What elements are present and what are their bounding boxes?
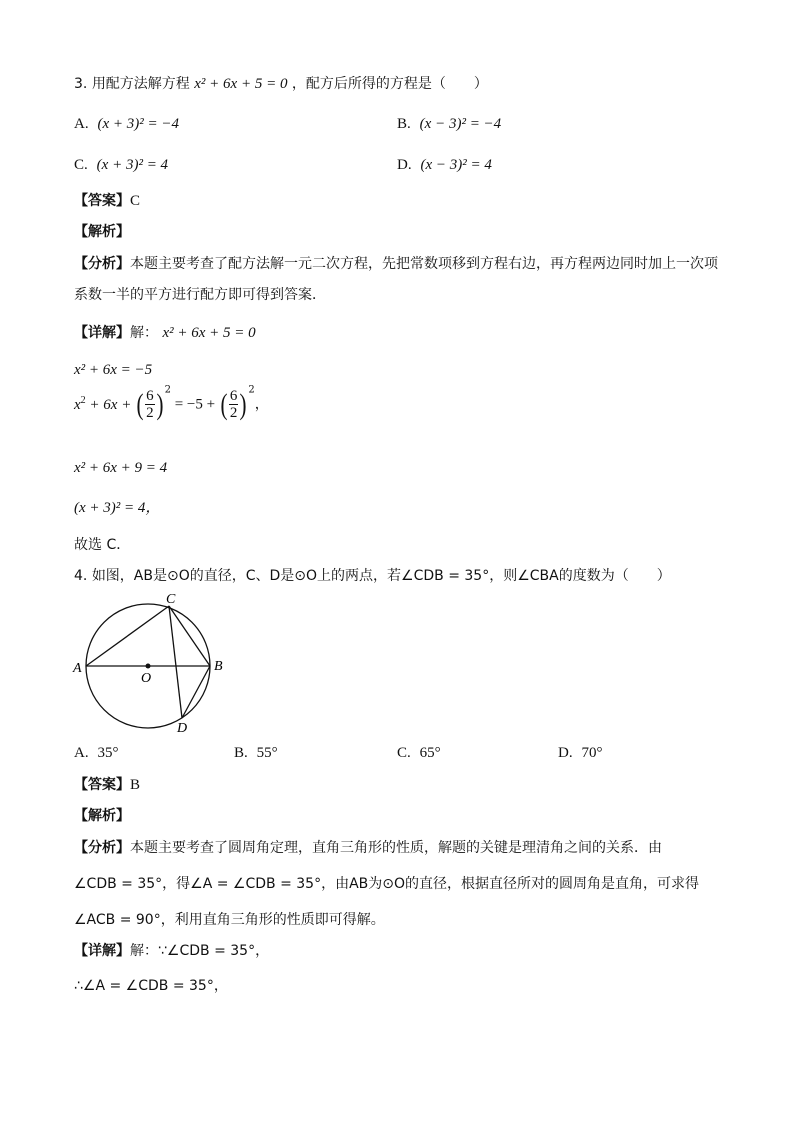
center-point (146, 664, 151, 669)
q4-option-b-value: 55° (256, 745, 278, 761)
chord-ac (86, 606, 169, 666)
q3-step-5: (x + 3)² = 4， (74, 500, 161, 516)
q4-option-c-label: C. (397, 745, 411, 761)
q3-option-d[interactable] (397, 155, 492, 175)
q3-answer-tag: 【答案】 (74, 193, 130, 209)
q3-analysis-label: 【解析】 (74, 224, 130, 240)
q3-option-a[interactable] (74, 114, 179, 134)
q3-option-c[interactable] (74, 155, 168, 175)
q3-text-a: 用配方法解方程 (91, 76, 190, 92)
q4-number: 4. (74, 568, 88, 584)
q4-answer-tag: 【答案】 (74, 777, 130, 793)
q3-detail (74, 323, 256, 343)
q3-fenxi-text1: 本题主要考查了配方法解一元二次方程，先把常数项移到方程右边，再方程两边同时加上一次项 (130, 256, 718, 272)
q3-text-b: ，配方后所得的方程是（ ） (291, 76, 488, 92)
q3-option-d-label: D. (397, 157, 412, 173)
q4-option-a-value: 35° (97, 745, 119, 761)
q4-fenxi-line3: ∠ACB = 90°，利用直角三角形的性质即可得解。 (74, 912, 385, 928)
q3-step-1: x² + 6x + 5 = 0 (162, 325, 256, 341)
q3-answer-value: C (130, 193, 141, 209)
q4-option-d-value: 70° (581, 745, 603, 761)
q4-option-b-label: B. (234, 745, 248, 761)
q4-fenxi-tag: 【分析】 (74, 840, 130, 856)
q4-option-d[interactable] (558, 743, 603, 763)
q4-detail-tag: 【详解】 (74, 943, 130, 959)
q3-number: 3. (74, 76, 88, 92)
chord-db (182, 666, 210, 718)
label-c: C (166, 592, 176, 607)
q4-analysis-label: 【解析】 (74, 808, 130, 824)
q4-answer (74, 775, 140, 795)
q4-option-a-label: A. (74, 745, 89, 761)
q4-detail-text1: 解：∵∠CDB = 35°， (130, 943, 270, 959)
q3-fenxi-line1 (74, 254, 718, 274)
q4-option-d-label: D. (558, 745, 573, 761)
q3-option-c-label: C. (74, 157, 88, 173)
q3-detail-intro: 解： (130, 325, 158, 341)
q3-step-3: $x^2 + 6x$ + ( $\frac{6}{2}$ ) $^2$ = −5 + ( $\frac{6}{2}$ ) $^2$， (74, 384, 269, 421)
label-o: O (141, 671, 152, 686)
q3-step-4: x² + 6x + 9 = 4 (74, 460, 168, 476)
q3-fenxi-tag: 【分析】 (74, 256, 130, 272)
q3-detail-tag: 【详解】 (74, 325, 130, 341)
q4-answer-value: B (130, 777, 141, 793)
q3-option-c-expr: (x + 3)² = 4 (96, 157, 169, 173)
q4-stem (74, 566, 671, 586)
q3-step-2: x² + 6x = −5 (74, 362, 153, 378)
q3-conclusion: 故选 C． (74, 537, 131, 553)
q3-answer (74, 191, 140, 211)
label-d: D (177, 721, 188, 736)
q3-fenxi-line2: 系数一半的平方进行配方即可得到答案． (74, 287, 326, 303)
q4-detail-line2: ∴∠A = ∠CDB = 35°， (74, 978, 228, 994)
q4-detail-line1 (74, 941, 269, 961)
q3-option-b[interactable] (397, 114, 501, 134)
q3-option-a-label: A. (74, 116, 89, 132)
q4-option-b[interactable] (234, 743, 278, 763)
q4-option-c-value: 65° (419, 745, 441, 761)
q4-text: 如图，AB是⊙O的直径，C、D是⊙O上的两点，若∠CDB = 35°，则∠CBA的度数为（ ） (91, 568, 671, 584)
q4-option-c[interactable] (397, 743, 441, 763)
q3-stem (74, 74, 488, 94)
label-a: A (73, 661, 82, 676)
label-b: B (214, 659, 223, 674)
q3-option-d-expr: (x − 3)² = 4 (420, 157, 492, 173)
q3-option-b-expr: (x − 3)² = −4 (419, 116, 502, 132)
q4-analysis-tag (74, 806, 130, 826)
q4-fenxi-line2: ∠CDB = 35°，得∠A = ∠CDB = 35°，由AB为⊙O的直径，根据直径所对的圆周角是直角，可求得 (74, 876, 700, 892)
q4-fenxi-line1 (74, 838, 662, 858)
q4-fenxi-text1: 本题主要考查了圆周角定理，直角三角形的性质，解题的关键是理清角之间的关系．由 (130, 840, 662, 856)
q3-analysis-tag (74, 222, 130, 242)
circle-figure (70, 590, 230, 740)
q3-option-b-label: B. (397, 116, 411, 132)
q3-option-a-expr: (x + 3)² = −4 (97, 116, 180, 132)
q3-equation: x² + 6x + 5 = 0 (194, 76, 288, 92)
q4-option-a[interactable] (74, 743, 119, 763)
